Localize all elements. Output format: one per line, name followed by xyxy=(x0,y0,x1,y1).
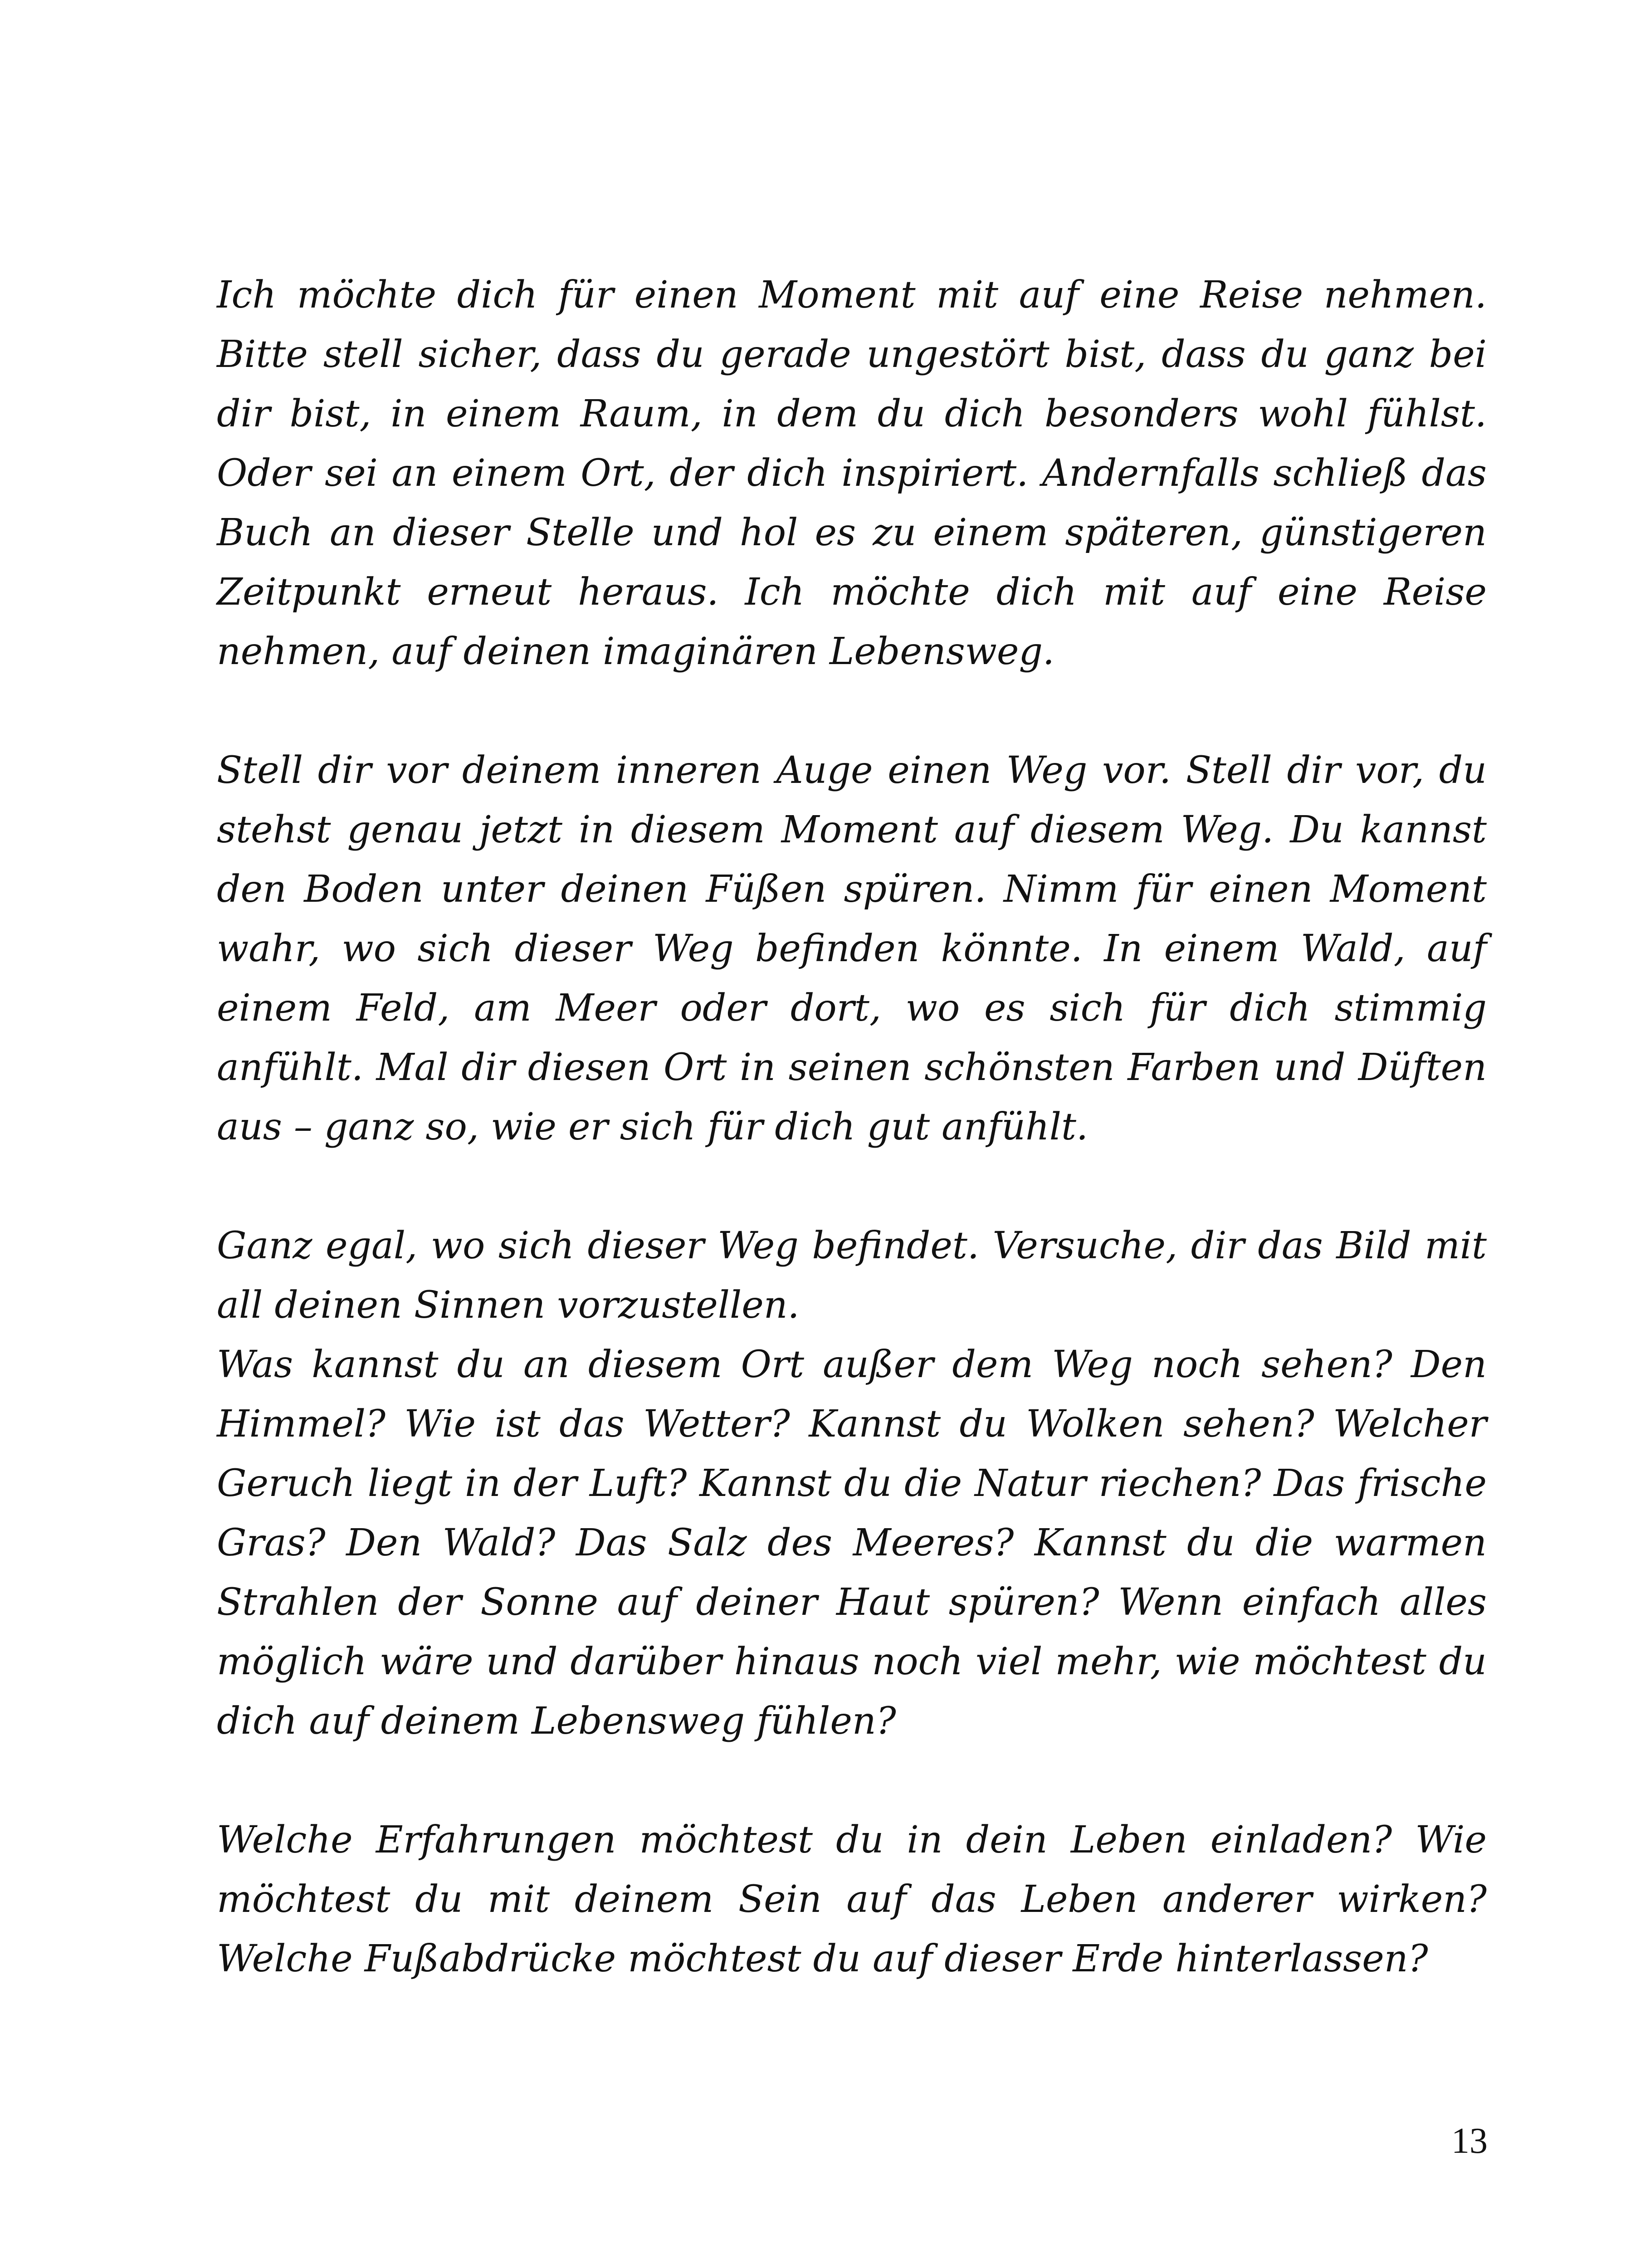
paragraph-5: Welche Erfahrungen möchtest du in dein Leben einladen? Wie möchtest du mit deinem Sein auf das Leben anderer wirken? Welche Fußabdrücke möchtest du auf dieser Erde hinterlassen? xyxy=(217,1818,1487,1980)
paragraph-3: Ganz egal, wo sich dieser Weg befindet. Versuche, dir das Bild mit all deinen Sinnen vorzustellen. xyxy=(217,1224,1487,1327)
body-text xyxy=(217,265,1487,1989)
page-number: 13 xyxy=(1451,2121,1488,2161)
paragraph-1: Ich möchte dich für einen Moment mit auf eine Reise nehmen. Bitte stell sicher, dass du gerade ungestört bist, dass du ganz bei dir bist, in einem Raum, in dem du dich besonders wohl fühlst. Oder sei an einem Ort, der dich inspiriert. Andernfalls schließ das Buch an dieser Stelle und hol es zu einem späteren, günstigeren Zeitpunkt erneut heraus. Ich möchte dich mit auf eine Reise nehmen, auf deinen imaginären Lebensweg. xyxy=(217,274,1487,673)
paragraph-2: Stell dir vor deinem inneren Auge einen Weg vor. Stell dir vor, du stehst genau jetzt in diesem Moment auf diesem Weg. Du kannst den Boden unter deinen Füßen spüren. Nimm für einen Moment wahr, wo sich dieser Weg befinden könnte. In einem Wald, auf einem Feld, am Meer oder dort, wo es sich für dich stimmig anfühlt. Mal dir diesen Ort in seinen schönsten Farben und Düften aus – ganz so, wie er sich für dich gut anfühlt. xyxy=(217,749,1487,1149)
paragraph-4: Was kannst du an diesem Ort außer dem Weg noch sehen? Den Himmel? Wie ist das Wetter? Kannst du Wolken sehen? Welcher Geruch liegt in der Luft? Kannst du die Natur riechen? Das frische Gras? Den Wald? Das Salz des Meeres? Kannst du die warmen Strahlen der Sonne auf deiner Haut spüren? Wenn einfach alles möglich wäre und darüber hinaus noch viel mehr, wie möchtest du dich auf deinem Lebensweg fühlen? xyxy=(217,1343,1487,1743)
